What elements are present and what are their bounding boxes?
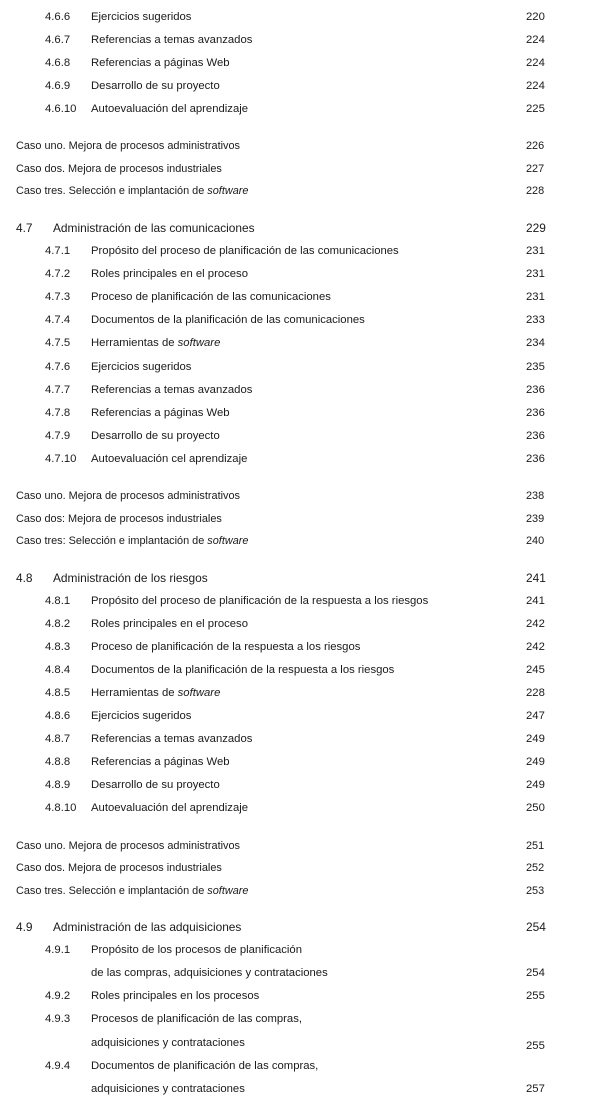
toc-entry-page: 255 bbox=[526, 990, 545, 1003]
toc-entry[interactable] bbox=[0, 240, 600, 263]
toc-entry-label: Administración de las comunicaciones bbox=[53, 220, 255, 235]
toc-entry-label: Administración de los riesgos bbox=[53, 570, 208, 585]
toc-entry-label: Referencias a temas avanzados bbox=[91, 34, 253, 47]
toc-entry-number: 4.8.5 bbox=[45, 686, 71, 699]
toc-entry-number: 4.7.3 bbox=[45, 291, 71, 304]
toc-entry-page: 253 bbox=[526, 884, 545, 897]
toc-entry[interactable] bbox=[0, 797, 600, 820]
toc-entry-label: Roles principales en el proceso bbox=[91, 617, 248, 630]
toc-entry-label: Roles principales en el proceso bbox=[91, 268, 248, 281]
toc-entry-label-italic: software bbox=[207, 185, 249, 198]
toc-entry-page: 224 bbox=[526, 80, 545, 93]
toc-entry-number: 4.8.7 bbox=[45, 733, 71, 746]
toc-entry-number: 4.7.8 bbox=[45, 406, 71, 419]
toc-entry-label: Procesos de planificación de las compras, bbox=[91, 1013, 302, 1026]
toc-entry-page: 236 bbox=[526, 452, 545, 465]
toc-entry-number: 4.8.2 bbox=[45, 617, 71, 630]
toc-entry-label-text: Herramientas de bbox=[91, 337, 178, 350]
toc-entry-page: 254 bbox=[526, 967, 545, 980]
toc-entry-label: adquisiciones y contrataciones bbox=[91, 1082, 245, 1095]
toc-entry-label: Administración de las adquisiciones bbox=[53, 920, 242, 935]
toc-entry[interactable] bbox=[0, 659, 600, 682]
toc-entry[interactable] bbox=[0, 75, 600, 98]
toc-entry[interactable] bbox=[0, 705, 600, 728]
toc-entry-label: Roles principales en los procesos bbox=[91, 990, 260, 1003]
toc-entry-page: 233 bbox=[526, 314, 545, 327]
toc-entry-number: 4.6.7 bbox=[45, 34, 71, 47]
toc-entry-page: 236 bbox=[526, 383, 545, 396]
toc-entry[interactable] bbox=[0, 52, 600, 75]
toc-entry-label: Autoevaluación del aprendizaje bbox=[91, 103, 249, 116]
toc-entry[interactable] bbox=[0, 939, 600, 962]
toc-entry-label: Referencias a temas avanzados bbox=[91, 733, 253, 746]
toc-entry[interactable] bbox=[0, 217, 600, 240]
toc-entry-number: 4.7.9 bbox=[45, 429, 71, 442]
toc-entry-number: 4.7.5 bbox=[45, 337, 71, 350]
toc-entry[interactable] bbox=[0, 774, 600, 797]
toc-entry-page: 242 bbox=[526, 640, 545, 653]
toc-entry[interactable] bbox=[0, 6, 600, 29]
toc-entry-number: 4.8.1 bbox=[45, 594, 71, 607]
toc-entry-label: Referencias a páginas Web bbox=[91, 406, 230, 419]
toc-entry-number: 4.7.6 bbox=[45, 360, 71, 373]
toc-entry-page: 228 bbox=[526, 185, 545, 198]
toc-spacer bbox=[0, 821, 600, 835]
toc-entry-number: 4.8 bbox=[16, 570, 33, 585]
toc-entry[interactable] bbox=[0, 1078, 600, 1101]
toc-entry[interactable] bbox=[0, 332, 600, 355]
toc-entry-page: 249 bbox=[526, 733, 545, 746]
toc-entry-number: 4.7.10 bbox=[45, 452, 77, 465]
toc-entry[interactable] bbox=[0, 857, 600, 880]
toc-entry[interactable] bbox=[0, 448, 600, 471]
toc-entry[interactable] bbox=[0, 356, 600, 379]
toc-entry-label: Caso dos. Mejora de procesos industriales bbox=[16, 862, 222, 875]
toc-entry-label: adquisiciones y contrataciones bbox=[91, 1036, 245, 1049]
toc-entry-page: 247 bbox=[526, 710, 545, 723]
toc-entry-page: 228 bbox=[526, 686, 545, 699]
toc-entry-page: 242 bbox=[526, 617, 545, 630]
toc-entry-label: Documentos de la planificación de las comunicaciones bbox=[91, 314, 365, 327]
toc-entry-label: Proceso de planificación de las comunicaciones bbox=[91, 291, 331, 304]
toc-entry[interactable] bbox=[0, 567, 600, 590]
toc-entry-label: Propósito de los procesos de planificación bbox=[91, 944, 303, 957]
toc-entry-number: 4.6.8 bbox=[45, 57, 71, 70]
toc-entry[interactable] bbox=[0, 985, 600, 1008]
toc-entry-number: 4.6.6 bbox=[45, 11, 71, 23]
toc-entry-page: 231 bbox=[526, 291, 545, 304]
toc-entry-number: 4.8.6 bbox=[45, 710, 71, 723]
toc-entry-number: 4.8.3 bbox=[45, 640, 71, 653]
toc-entry[interactable] bbox=[0, 636, 600, 659]
toc-entry-label: Ejercicios sugeridos bbox=[91, 11, 192, 23]
toc-entry[interactable] bbox=[0, 286, 600, 309]
toc-entry-page: 252 bbox=[526, 862, 545, 875]
toc-entry-page: 226 bbox=[526, 140, 545, 153]
toc-entry-page: 220 bbox=[526, 11, 545, 23]
toc-entry-page: 249 bbox=[526, 779, 545, 792]
toc-entry[interactable] bbox=[0, 309, 600, 332]
toc-entry[interactable] bbox=[0, 880, 600, 903]
toc-entry-label-text: Caso tres. Selección e implantación de bbox=[16, 185, 208, 198]
toc-spacer bbox=[0, 553, 600, 567]
toc-entry-number: 4.9.1 bbox=[45, 944, 71, 957]
toc-entry-number: 4.7.1 bbox=[45, 245, 71, 258]
table-of-contents bbox=[0, 6, 600, 1101]
toc-entry-label bbox=[91, 332, 526, 355]
toc-entry-label bbox=[16, 880, 526, 903]
toc-entry-label: Caso dos: Mejora de procesos industriales bbox=[16, 512, 222, 525]
toc-entry-label: Autoevaluación cel aprendizaje bbox=[91, 452, 248, 465]
toc-entry-page: 234 bbox=[526, 337, 545, 350]
toc-entry[interactable] bbox=[0, 379, 600, 402]
toc-entry-page: 255 bbox=[526, 1039, 545, 1052]
toc-entry-label-italic: software bbox=[177, 337, 221, 350]
toc-entry-label: Documentos de planificación de las compras, bbox=[91, 1059, 319, 1072]
toc-entry-page: 224 bbox=[526, 34, 545, 47]
toc-entry[interactable] bbox=[0, 530, 600, 553]
toc-entry-label: Referencias a páginas Web bbox=[91, 57, 230, 70]
toc-spacer bbox=[0, 902, 600, 916]
toc-entry-number: 4.9.2 bbox=[45, 990, 71, 1003]
toc-entry-page: 249 bbox=[526, 756, 545, 769]
toc-entry-page: 257 bbox=[526, 1082, 545, 1095]
toc-entry-label: Ejercicios sugeridos bbox=[91, 360, 192, 373]
toc-entry[interactable] bbox=[0, 682, 600, 705]
toc-entry-label bbox=[16, 530, 526, 553]
toc-entry-page: 250 bbox=[526, 802, 545, 815]
toc-entry[interactable] bbox=[0, 263, 600, 286]
toc-entry-label-text: Caso tres: Selección e implantación de bbox=[16, 535, 208, 547]
toc-entry-number: 4.9.4 bbox=[45, 1059, 71, 1072]
toc-entry-label: Caso uno. Mejora de procesos administrativos bbox=[16, 490, 240, 502]
toc-entry-number: 4.7.2 bbox=[45, 268, 71, 281]
toc-entry-label: Referencias a páginas Web bbox=[91, 756, 230, 769]
toc-entry[interactable] bbox=[0, 158, 600, 181]
toc-entry-page: 251 bbox=[526, 839, 545, 852]
toc-entry-number: 4.6.10 bbox=[45, 103, 77, 116]
toc-entry-page: 254 bbox=[526, 920, 546, 935]
toc-entry[interactable] bbox=[0, 402, 600, 425]
toc-entry[interactable] bbox=[0, 135, 600, 158]
toc-entry-label: de las compras, adquisiciones y contrataciones bbox=[91, 967, 328, 980]
toc-entry[interactable] bbox=[0, 508, 600, 531]
toc-entry-page: 231 bbox=[526, 268, 545, 281]
toc-entry-label: Referencias a temas avanzados bbox=[91, 383, 253, 396]
toc-entry-page: 224 bbox=[526, 57, 545, 70]
toc-entry-label bbox=[91, 682, 526, 705]
toc-entry-page: 225 bbox=[526, 103, 545, 116]
toc-entry-page: 235 bbox=[526, 360, 545, 373]
toc-entry-label: Propósito del proceso de planificación de las comunicaciones bbox=[91, 245, 399, 258]
toc-entry-page: 241 bbox=[526, 570, 546, 585]
toc-spacer bbox=[0, 121, 600, 135]
toc-entry-page: 240 bbox=[526, 535, 545, 547]
toc-entry[interactable] bbox=[0, 180, 600, 203]
toc-entry-number: 4.7 bbox=[16, 220, 33, 235]
toc-entry-label-italic: software bbox=[207, 884, 249, 897]
toc-entry[interactable] bbox=[0, 916, 600, 939]
toc-entry-page: 245 bbox=[526, 663, 545, 676]
toc-spacer bbox=[0, 203, 600, 217]
toc-entry-number: 4.7.4 bbox=[45, 314, 71, 327]
toc-entry-label: Caso uno. Mejora de procesos administrativos bbox=[16, 140, 240, 153]
toc-entry-page: 229 bbox=[526, 220, 546, 235]
toc-entry-label: Documentos de la planificación de la respuesta a los riesgos bbox=[91, 663, 395, 676]
toc-entry-page: 239 bbox=[526, 512, 545, 525]
toc-entry[interactable] bbox=[0, 962, 600, 985]
toc-entry-label: Desarrollo de su proyecto bbox=[91, 429, 220, 442]
toc-entry-number: 4.6.9 bbox=[45, 80, 71, 93]
toc-entry-number: 4.8.8 bbox=[45, 756, 71, 769]
toc-entry-page: 236 bbox=[526, 406, 545, 419]
toc-entry-page: 231 bbox=[526, 245, 545, 258]
toc-entry-number: 4.7.7 bbox=[45, 383, 71, 396]
toc-entry-page: 238 bbox=[526, 490, 545, 502]
toc-entry[interactable] bbox=[0, 613, 600, 636]
toc-entry-label-italic: software bbox=[177, 686, 221, 699]
toc-entry-page: 227 bbox=[526, 162, 545, 175]
toc-entry[interactable] bbox=[0, 1032, 600, 1055]
toc-entry-label-italic: software bbox=[207, 535, 249, 547]
toc-entry-label bbox=[16, 180, 526, 203]
toc-entry-label: Proceso de planificación de la respuesta a los riesgos bbox=[91, 640, 361, 653]
toc-entry[interactable] bbox=[0, 98, 600, 121]
toc-entry-label-text: Herramientas de bbox=[91, 686, 178, 699]
toc-entry[interactable] bbox=[0, 1055, 600, 1078]
toc-entry[interactable] bbox=[0, 835, 600, 858]
toc-entry-number: 4.8.4 bbox=[45, 663, 71, 676]
toc-entry[interactable] bbox=[0, 1008, 600, 1031]
toc-spacer bbox=[0, 471, 600, 485]
toc-entry-number: 4.8.10 bbox=[45, 802, 77, 815]
toc-entry-number: 4.9.3 bbox=[45, 1013, 71, 1026]
toc-entry-label: Caso dos. Mejora de procesos industriales bbox=[16, 162, 222, 175]
toc-entry-number: 4.8.9 bbox=[45, 779, 71, 792]
toc-entry-number: 4.9 bbox=[16, 920, 33, 935]
toc-entry[interactable] bbox=[0, 590, 600, 613]
toc-entry-label-text: Caso tres. Selección e implantación de bbox=[16, 884, 208, 897]
toc-entry[interactable] bbox=[0, 425, 600, 448]
toc-entry-label: Ejercicios sugeridos bbox=[91, 710, 192, 723]
toc-entry[interactable] bbox=[0, 751, 600, 774]
toc-entry[interactable] bbox=[0, 728, 600, 751]
toc-entry[interactable] bbox=[0, 29, 600, 52]
toc-entry-label: Desarrollo de su proyecto bbox=[91, 779, 220, 792]
toc-entry-label: Autoevaluación del aprendizaje bbox=[91, 802, 249, 815]
toc-entry-label: Desarrollo de su proyecto bbox=[91, 80, 220, 93]
toc-entry-page: 241 bbox=[526, 594, 545, 607]
toc-entry-label: Propósito del proceso de planificación de la respuesta a los riesgos bbox=[91, 594, 429, 607]
toc-entry[interactable] bbox=[0, 485, 600, 508]
toc-entry-page: 236 bbox=[526, 429, 545, 442]
toc-entry-label: Caso uno. Mejora de procesos administrativos bbox=[16, 839, 240, 852]
